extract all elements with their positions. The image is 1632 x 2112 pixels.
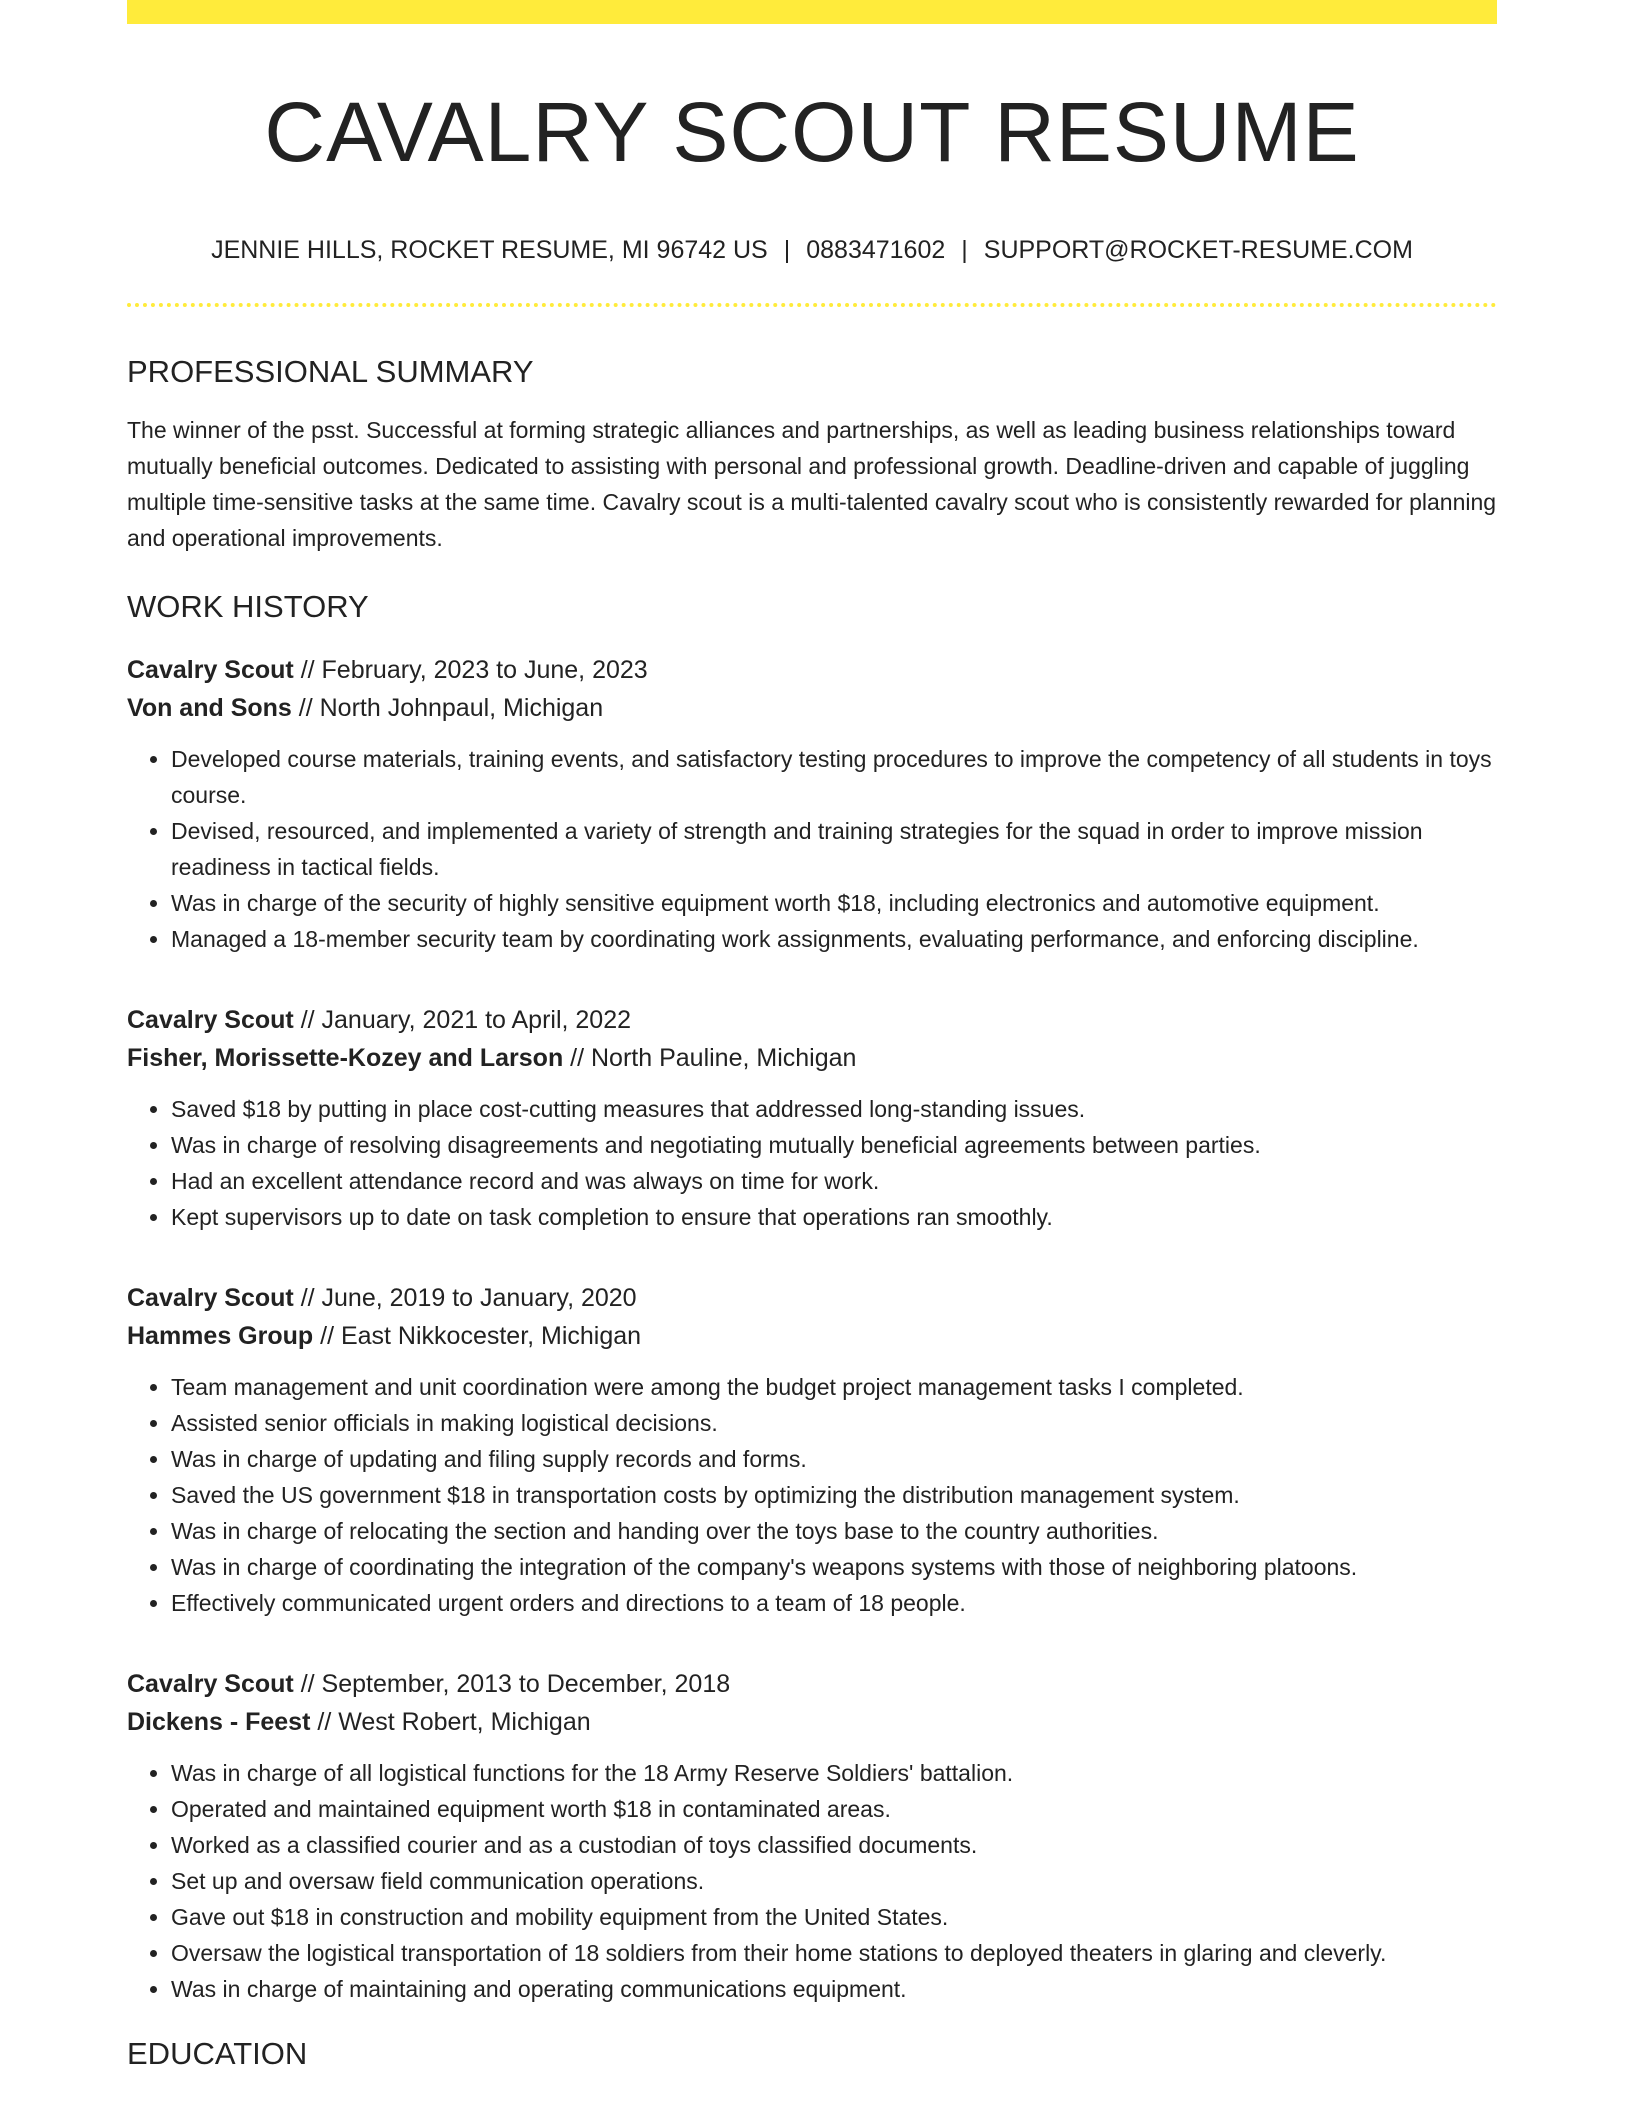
job-bullet: • Worked as a classified courier and as a custodian of toys classified documents. bbox=[171, 1827, 1497, 1863]
job-title-line bbox=[127, 1279, 1497, 1317]
job-company-line bbox=[127, 1317, 1497, 1355]
job-bullet: • Was in charge of updating and filing supply records and forms. bbox=[171, 1441, 1497, 1477]
work-history-heading: WORK HISTORY bbox=[127, 588, 369, 624]
job-company-line bbox=[127, 689, 1497, 727]
contact-phone: 0883471602 bbox=[806, 235, 946, 264]
job-company: Fisher, Morissette-Kozey and Larson bbox=[127, 1044, 564, 1073]
job-title: Cavalry Scout bbox=[127, 1006, 294, 1035]
contact-line bbox=[127, 235, 1497, 265]
job-entry bbox=[127, 1001, 1497, 1235]
job-company-line bbox=[127, 1039, 1497, 1077]
job-dates: // June, 2019 to January, 2020 bbox=[293, 1284, 637, 1313]
job-location: // North Johnpaul, Michigan bbox=[291, 694, 604, 723]
job-company: Dickens - Feest bbox=[127, 1708, 311, 1737]
accent-top-bar bbox=[127, 0, 1497, 24]
job-bullet: • Devised, resourced, and implemented a variety of strength and training strategies for the squad in order to improve mission readiness in tactical fields. bbox=[171, 813, 1497, 885]
job-bullet: • Operated and maintained equipment worth $18 in contaminated areas. bbox=[171, 1791, 1497, 1827]
job-bullet: • Set up and oversaw field communication operations. bbox=[171, 1863, 1497, 1899]
summary-heading: PROFESSIONAL SUMMARY bbox=[127, 353, 534, 389]
job-bullet: • Assisted senior officials in making logistical decisions. bbox=[171, 1405, 1497, 1441]
resume-page bbox=[127, 0, 1497, 2072]
job-title-line bbox=[127, 1001, 1497, 1039]
job-location: // East Nikkocester, Michigan bbox=[313, 1322, 642, 1351]
job-company: Von and Sons bbox=[127, 694, 292, 723]
job-company-line bbox=[127, 1703, 1497, 1741]
job-bullets bbox=[127, 741, 1497, 957]
job-title: Cavalry Scout bbox=[127, 1284, 294, 1313]
job-bullet: • Managed a 18-member security team by coordinating work assignments, evaluating performance, and enforcing discipline. bbox=[171, 921, 1497, 957]
job-bullet: • Was in charge of coordinating the integration of the company's weapons systems with those of neighboring platoons. bbox=[171, 1549, 1497, 1585]
job-bullet: • Gave out $18 in construction and mobility equipment from the United States. bbox=[171, 1899, 1497, 1935]
job-bullet: • Was in charge of relocating the section and handing over the toys base to the country authorities. bbox=[171, 1513, 1497, 1549]
job-bullet: • Kept supervisors up to date on task completion to ensure that operations ran smoothly. bbox=[171, 1199, 1497, 1235]
job-bullet: • Was in charge of resolving disagreements and negotiating mutually beneficial agreements between parties. bbox=[171, 1127, 1497, 1163]
job-bullet: • Team management and unit coordination were among the budget project management tasks I completed. bbox=[171, 1369, 1497, 1405]
contact-email: SUPPORT@ROCKET-RESUME.COM bbox=[983, 235, 1413, 264]
job-bullet: • Oversaw the logistical transportation of 18 soldiers from their home stations to deployed theaters in glaring and cleverly. bbox=[171, 1935, 1497, 1971]
education-heading: EDUCATION bbox=[127, 2036, 308, 2072]
job-dates: // January, 2021 to April, 2022 bbox=[293, 1006, 632, 1035]
job-bullets bbox=[127, 1091, 1497, 1235]
contact-separator: | bbox=[783, 235, 791, 264]
dotted-divider bbox=[127, 303, 1497, 307]
contact-address: JENNIE HILLS, ROCKET RESUME, MI 96742 US bbox=[211, 235, 768, 264]
resume-title: CAVALRY SCOUT RESUME bbox=[264, 85, 1360, 179]
job-bullet: • Had an excellent attendance record and was always on time for work. bbox=[171, 1163, 1497, 1199]
job-company: Hammes Group bbox=[127, 1322, 314, 1351]
job-bullet: • Was in charge of the security of highly sensitive equipment worth $18, including electronics and automotive equipment. bbox=[171, 885, 1497, 921]
job-entry bbox=[127, 1279, 1497, 1621]
job-dates: // February, 2023 to June, 2023 bbox=[293, 656, 648, 685]
job-title-line bbox=[127, 651, 1497, 689]
job-bullet: • Saved $18 by putting in place cost-cutting measures that addressed long-standing issues. bbox=[171, 1091, 1497, 1127]
job-location: // North Pauline, Michigan bbox=[563, 1044, 857, 1073]
job-bullet: • Was in charge of all logistical functions for the 18 Army Reserve Soldiers' battalion. bbox=[171, 1755, 1497, 1791]
job-dates: // September, 2013 to December, 2018 bbox=[293, 1670, 731, 1699]
contact-separator: | bbox=[961, 235, 968, 264]
job-location: // West Robert, Michigan bbox=[310, 1708, 591, 1737]
job-bullets bbox=[127, 1755, 1497, 2007]
job-entry bbox=[127, 651, 1497, 957]
job-bullet: • Saved the US government $18 in transportation costs by optimizing the distribution management system. bbox=[171, 1477, 1497, 1513]
job-bullets bbox=[127, 1369, 1497, 1621]
job-bullet: • Developed course materials, training events, and satisfactory testing procedures to improve the competency of all students in toys course. bbox=[171, 741, 1497, 813]
summary-text: The winner of the psst. Successful at forming strategic alliances and partnerships, as well as leading business relationships toward mutually beneficial outcomes. Dedicated to assisting with personal and professional growth. Deadline-driven and capable of juggling multiple time-sensitive tasks at the same time. Cavalry scout is a multi-talented cavalry scout who is consistently rewarded for planning and operational improvements. bbox=[127, 416, 1497, 551]
work-history-list bbox=[127, 651, 1497, 2007]
job-bullet: • Was in charge of maintaining and operating communications equipment. bbox=[171, 1971, 1497, 2007]
job-title: Cavalry Scout bbox=[127, 656, 294, 685]
job-title: Cavalry Scout bbox=[127, 1670, 294, 1699]
job-title-line bbox=[127, 1665, 1497, 1703]
job-bullet: • Effectively communicated urgent orders and directions to a team of 18 people. bbox=[171, 1585, 1497, 1621]
job-entry bbox=[127, 1665, 1497, 2007]
